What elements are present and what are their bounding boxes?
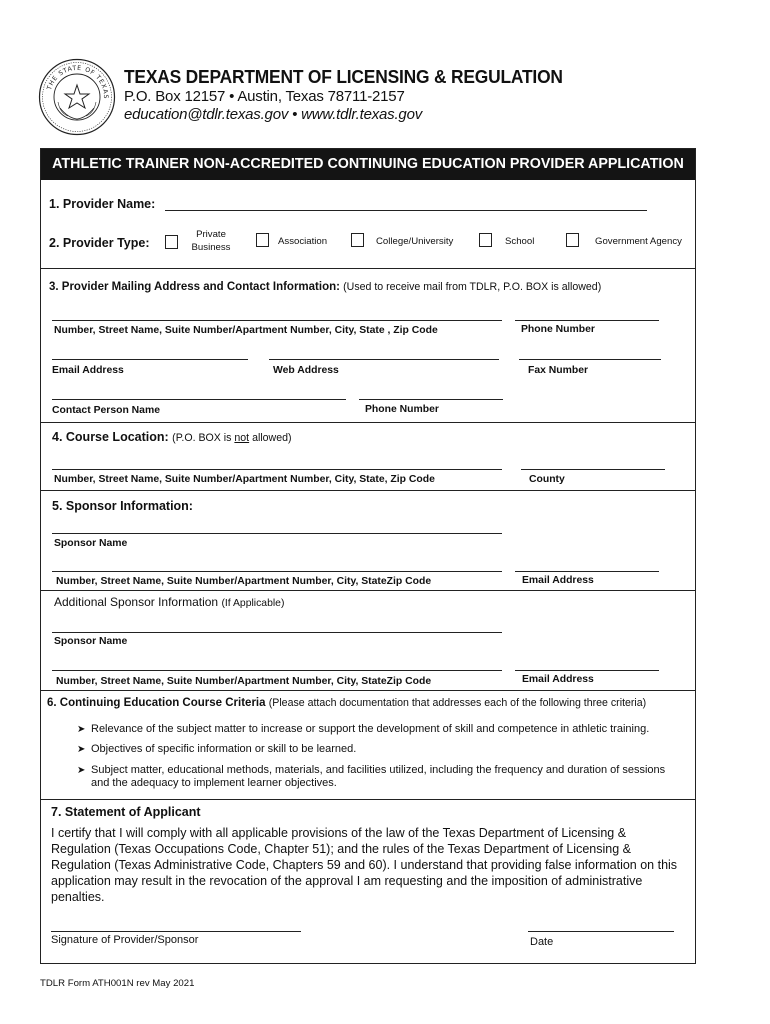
criteria-text: Objectives of specific information or skill to be learned. [91,743,357,755]
sponsor-name-label: Sponsor Name [54,538,128,549]
section7-label: 7. Statement of Applicant [51,805,201,819]
email-label: Email Address [52,365,124,376]
fax-label: Fax Number [528,365,589,376]
statement-line: penalties. [51,890,105,904]
arrow-bullet-icon: ➤ [77,724,86,735]
section-divider [41,590,695,591]
additional-sponsor-name-field[interactable] [52,632,502,633]
section4-note-prefix: (P.O. BOX is [172,432,235,444]
criteria-item-continued: and the adequacy to implement learner objectives. [91,777,337,789]
additional-sponsor-title: Additional Sponsor Information [54,595,219,609]
svg-text:THE STATE OF TEXAS: THE STATE OF TEXAS [46,64,110,100]
government-agency-label: Government Agency [595,236,682,247]
section6-note: (Please attach documentation that addresses each of the following three criteria) [268,697,647,709]
date-field[interactable] [528,931,674,932]
section5-label: 5. Sponsor Information: [52,499,193,513]
association-checkbox[interactable] [256,233,269,247]
criteria-item [77,743,357,756]
section-divider [41,268,695,269]
arrow-bullet-icon: ➤ [77,765,86,776]
sponsor-name-field[interactable] [52,533,502,534]
course-address-label: Number, Street Name, Suite Number/Apartment Number, City, State, Zip Code [54,474,435,485]
arrow-bullet-icon: ➤ [77,744,86,755]
mailing-address-label: Number, Street Name, Suite Number/Apartment Number, City, State , Zip Code [54,325,438,336]
statement-line: Regulation (Texas Administrative Code, Chapters 59 and 60). I understand that providing false information on this [51,858,678,872]
college-university-checkbox[interactable] [351,233,364,247]
school-checkbox[interactable] [479,233,492,247]
phone-label: Phone Number [521,324,595,335]
college-university-label: College/University [376,236,454,247]
section4-note-suffix: allowed) [249,432,292,444]
contact-person-field[interactable] [52,399,346,400]
course-address-field[interactable] [52,469,502,470]
form-id: TDLR Form ATH001N rev May 2021 [40,978,195,989]
section-divider [41,799,695,800]
private-label-line1: Private [196,229,226,240]
agency-name: TEXAS DEPARTMENT OF LICENSING & REGULATION [124,66,563,87]
web-address-label: Web Address [273,365,339,376]
sponsor-email-field[interactable] [515,571,659,572]
application-form [40,148,696,964]
section-divider [41,690,695,691]
section3-title: 3. Provider Mailing Address and Contact Information: [49,281,340,293]
texas-seal-logo [38,58,116,136]
private-business-checkbox[interactable] [165,235,178,249]
contact-person-label: Contact Person Name [52,405,160,416]
provider-name-field[interactable] [165,210,647,211]
additional-sponsor-address-field[interactable] [52,670,502,671]
section3-note: (Used to receive mail from TDLR, P.O. BOX is allowed) [343,281,602,293]
criteria-text: Subject matter, educational methods, materials, and facilities utilized, including the frequency and duration of sessions [91,764,666,776]
county-label: County [529,474,565,485]
signature-field[interactable] [51,931,301,932]
email-field[interactable] [52,359,248,360]
statement-paragraph [51,825,691,905]
section3-label [49,281,601,293]
contact-phone-label: Phone Number [365,404,439,415]
sponsor-email-label: Email Address [522,575,594,586]
criteria-text: Relevance of the subject matter to increase or support the development of skill and competence in athletic training. [91,723,650,735]
criteria-item [77,764,666,777]
provider-type-label: 2. Provider Type: [49,236,150,250]
additional-sponsor-address-label: Number, Street Name, Suite Number/Apartment Number, City, StateZip Code [56,676,432,687]
phone-field[interactable] [515,320,659,321]
county-field[interactable] [521,469,665,470]
agency-address: P.O. Box 12157 • Austin, Texas 78711-2157 [124,88,405,105]
fax-field[interactable] [519,359,661,360]
additional-sponsor-label [54,595,284,609]
association-label: Association [278,236,328,247]
section4-label [52,430,292,444]
section-divider [41,490,695,491]
statement-line: application may result in the revocation of the approval I am requesting and the imposition of administrative [51,874,643,888]
section-divider [41,422,695,423]
additional-sponsor-note: (If Applicable) [221,598,285,609]
contact-phone-field[interactable] [359,399,503,400]
additional-sponsor-email-label: Email Address [522,674,594,685]
private-label-line2: Business [191,242,231,253]
statement-line: I certify that I will comply with all applicable provisions of the law of the Texas Department of Licensing & [51,826,627,840]
agency-contact: education@tdlr.texas.gov • www.tdlr.texas.gov [124,106,423,123]
sponsor-address-label: Number, Street Name, Suite Number/Apartment Number, City, StateZip Code [56,576,432,587]
statement-line: Regulation (Texas Occupations Code, Chapter 51); and the rules of the Texas Department of Licensing & [51,842,631,856]
section4-note-not: not [234,432,250,444]
government-agency-checkbox[interactable] [566,233,579,247]
criteria-item [77,723,650,736]
school-label: School [505,236,535,247]
section6-title: 6. Continuing Education Course Criteria [47,697,266,709]
form-title: ATHLETIC TRAINER NON-ACCREDITED CONTINUING EDUCATION PROVIDER APPLICATION [41,149,695,180]
additional-sponsor-name-label: Sponsor Name [54,636,128,647]
additional-sponsor-email-field[interactable] [515,670,659,671]
provider-name-label: 1. Provider Name: [49,197,156,211]
sponsor-address-field[interactable] [52,571,502,572]
web-address-field[interactable] [269,359,499,360]
section4-title: 4. Course Location: [52,430,169,444]
date-label: Date [530,936,554,948]
section6-label [47,697,646,709]
signature-label: Signature of Provider/Sponsor [51,934,199,946]
mailing-address-field[interactable] [52,320,502,321]
